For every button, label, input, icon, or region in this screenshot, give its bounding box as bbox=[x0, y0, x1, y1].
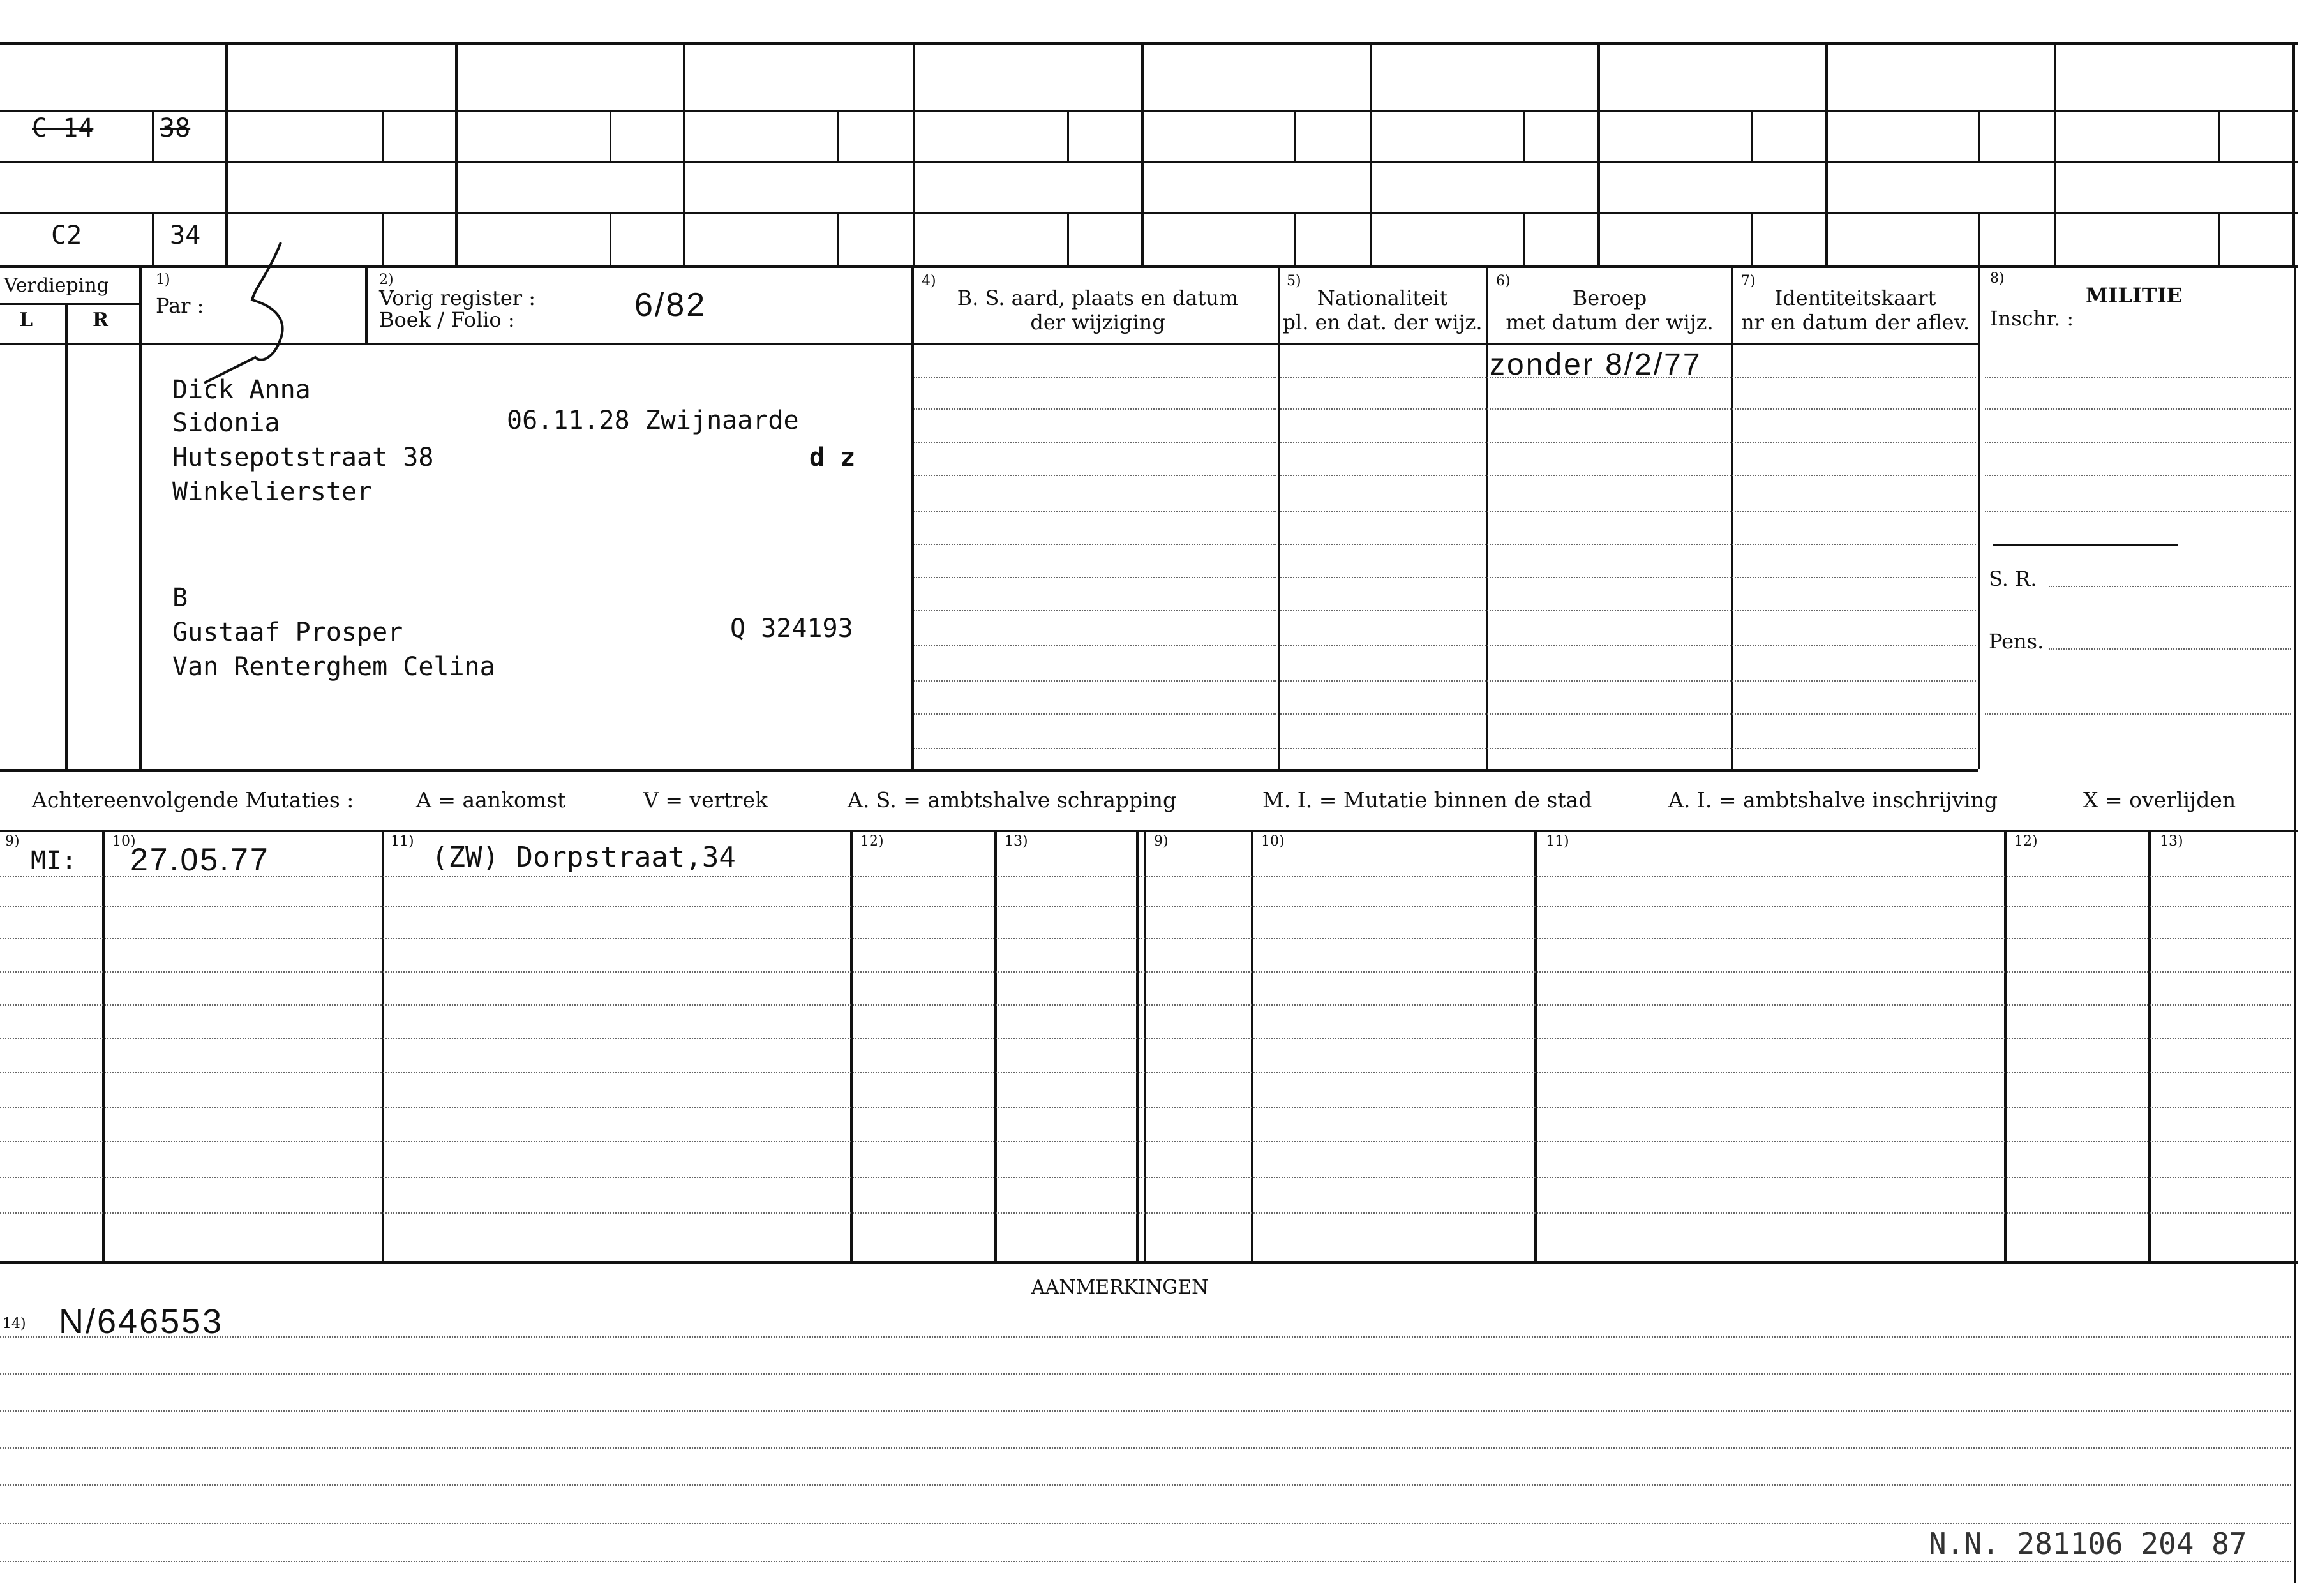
person-birth: 06.11.28 Zwijnaarde bbox=[507, 406, 799, 435]
mut-left-col-11: 11) bbox=[391, 833, 414, 849]
row-rule bbox=[0, 876, 2291, 877]
beroep-number: 6) bbox=[1496, 273, 1511, 289]
bs-number: 4) bbox=[922, 273, 936, 289]
row-rule bbox=[1280, 442, 1976, 443]
top-grid-tick bbox=[1294, 212, 1296, 265]
beroep-header-line2: met datum der wijz. bbox=[1506, 310, 1714, 334]
section-code: C2 bbox=[51, 221, 82, 250]
row-rule bbox=[1280, 544, 1976, 545]
row-rule bbox=[0, 1410, 2291, 1412]
top-grid-line bbox=[0, 110, 2298, 112]
row-rule bbox=[1985, 511, 2291, 512]
row-rule bbox=[914, 645, 1276, 646]
row-rule bbox=[0, 1523, 2291, 1524]
top-grid-bottom bbox=[0, 265, 2298, 268]
mut-col-divider bbox=[850, 830, 853, 1261]
mut-right-col-12: 12) bbox=[2014, 833, 2038, 849]
mut-left-col-9: 9) bbox=[5, 833, 20, 849]
nat-header-line2: pl. en dat. der wijz. bbox=[1282, 310, 1483, 334]
bs-header-line2: der wijziging bbox=[1030, 310, 1165, 334]
top-grid-tick bbox=[1067, 212, 1069, 265]
row-rule bbox=[1985, 475, 2291, 476]
person-occupation: Winkelierster bbox=[172, 477, 373, 507]
sr-label: S. R. bbox=[1989, 567, 2037, 591]
row-rule bbox=[914, 713, 1276, 715]
row-rule bbox=[914, 577, 1276, 578]
inschr-label: Inschr. : bbox=[1990, 306, 2074, 331]
nat-right-border bbox=[1486, 265, 1488, 769]
militie-number: 8) bbox=[1990, 271, 2005, 287]
mut-left-col-13: 13) bbox=[1005, 833, 1028, 849]
legend-mutatie-stad: M. I. = Mutatie binnen de stad bbox=[1262, 787, 1592, 812]
row-rule bbox=[0, 1004, 2291, 1006]
mut-col-divider bbox=[1144, 830, 1146, 1261]
mutations-top-rule bbox=[0, 830, 2298, 832]
boek-folio-label: Boek / Folio : bbox=[379, 308, 515, 332]
row-rule bbox=[0, 1141, 2291, 1142]
top-grid-tick bbox=[1067, 110, 1069, 161]
row-rule bbox=[0, 1484, 2291, 1486]
top-grid-line bbox=[0, 212, 2298, 214]
legend-aankomst: A = aankomst bbox=[416, 787, 566, 812]
mutation-type: MI: bbox=[31, 846, 77, 876]
row-rule bbox=[1985, 408, 2291, 410]
mut-col-divider bbox=[102, 830, 105, 1261]
mutations-bottom-rule bbox=[0, 1261, 2298, 1264]
row-rule bbox=[1985, 377, 2291, 378]
top-grid-tick bbox=[1751, 212, 1753, 265]
row-rule bbox=[1280, 577, 1976, 578]
par-right-border bbox=[365, 265, 368, 343]
section-bottom-rule bbox=[0, 769, 1978, 772]
top-grid-divider bbox=[1370, 42, 1372, 265]
mut-col-divider bbox=[1534, 830, 1537, 1261]
row-rule bbox=[1280, 748, 1976, 749]
main-right-border bbox=[911, 265, 914, 769]
row-rule bbox=[0, 1373, 2291, 1375]
nat-header-line1: Nationaliteit bbox=[1317, 286, 1448, 310]
mut-right-col-11: 11) bbox=[1546, 833, 1569, 849]
row-rule bbox=[0, 971, 2291, 973]
col-l-label: L bbox=[19, 309, 33, 331]
top-grid-divider bbox=[152, 110, 154, 161]
nat-header bbox=[1279, 286, 1486, 334]
row-rule bbox=[914, 377, 1276, 378]
vorig-register-number: 2) bbox=[379, 272, 394, 288]
mut-left-col-10: 10) bbox=[112, 833, 136, 849]
row-rule bbox=[914, 610, 1276, 611]
person-mother: Van Renterghem Celina bbox=[172, 652, 495, 682]
top-grid-divider bbox=[225, 42, 228, 265]
remarks-number: 14) bbox=[3, 1316, 26, 1332]
row-rule bbox=[914, 511, 1276, 512]
bs-header-line1: B. S. aard, plaats en datum bbox=[957, 286, 1239, 310]
id-right-border bbox=[1978, 265, 1980, 769]
beroep-header bbox=[1488, 286, 1731, 334]
col-l-r-divider bbox=[65, 303, 68, 769]
top-grid-tick bbox=[610, 110, 611, 161]
old-section-code: C 14 bbox=[32, 114, 94, 143]
row-rule bbox=[0, 1212, 2291, 1214]
row-rule bbox=[1280, 713, 1976, 715]
mutation-date: 27.05.77 bbox=[130, 842, 270, 877]
top-grid-tick bbox=[1294, 110, 1296, 161]
mut-left-col-12: 12) bbox=[860, 833, 884, 849]
row-rule bbox=[1280, 610, 1976, 611]
mut-col-divider bbox=[2148, 830, 2151, 1261]
row-rule bbox=[0, 938, 2291, 939]
nat-number: 5) bbox=[1287, 273, 1301, 289]
row-rule bbox=[1280, 511, 1976, 512]
person-address: Hutsepotstraat 38 bbox=[172, 443, 434, 472]
row-rule bbox=[0, 1038, 2291, 1039]
top-grid-divider bbox=[1141, 42, 1144, 265]
top-grid-tick bbox=[382, 110, 384, 161]
row-rule bbox=[0, 1107, 2291, 1108]
top-grid-tick bbox=[1978, 110, 1980, 161]
bs-right-border bbox=[1278, 265, 1280, 769]
row-rule bbox=[2049, 648, 2291, 650]
verdieping-rule bbox=[0, 303, 142, 305]
par-label: Par : bbox=[156, 294, 204, 318]
top-grid-tick bbox=[1978, 212, 1980, 265]
row-rule bbox=[1985, 713, 2291, 715]
row-rule bbox=[1280, 475, 1976, 476]
section-number: 34 bbox=[170, 221, 201, 250]
mut-right-col-13: 13) bbox=[2160, 833, 2183, 849]
id-header-line2: nr en datum der aflev. bbox=[1740, 310, 1970, 334]
par-pencil-mark bbox=[191, 236, 319, 389]
legend-vertrek: V = vertrek bbox=[643, 787, 768, 812]
remarks-title: AANMERKINGEN bbox=[1031, 1276, 1209, 1299]
boek-folio-value: 6/82 bbox=[634, 287, 707, 324]
legend-title: Achtereenvolgende Mutaties : bbox=[32, 787, 354, 812]
mutation-address: (ZW) Dorpstraat,34 bbox=[431, 841, 736, 874]
top-grid-tick bbox=[2218, 110, 2220, 161]
row-rule bbox=[914, 680, 1276, 682]
top-grid-tick bbox=[610, 212, 611, 265]
top-grid-tick bbox=[1751, 110, 1753, 161]
top-grid-tick bbox=[1523, 110, 1525, 161]
row-rule bbox=[914, 442, 1276, 443]
legend-ambtshalve-inschrijving: A. I. = ambtshalve inschrijving bbox=[1668, 787, 1998, 812]
person-sex-marks: d z bbox=[809, 443, 856, 472]
mut-col-divider bbox=[1136, 830, 1139, 1261]
remarks-value: N/646553 bbox=[59, 1302, 224, 1341]
person-name-line1: Dick Anna bbox=[172, 375, 311, 405]
top-grid-line bbox=[0, 161, 2298, 163]
top-grid-divider bbox=[455, 42, 458, 265]
right-edge bbox=[2294, 268, 2296, 1583]
nn-number: N.N. 281106 204 87 bbox=[1929, 1526, 2247, 1561]
row-rule bbox=[914, 475, 1276, 476]
legend-ambtshalve-schrapping: A. S. = ambtshalve schrapping bbox=[848, 787, 1177, 812]
top-grid-divider bbox=[2292, 42, 2295, 265]
old-section-number: 38 bbox=[160, 114, 191, 143]
verdieping-label: Verdieping bbox=[4, 274, 109, 297]
row-rule bbox=[0, 1177, 2291, 1178]
legend-overlijden: X = overlijden bbox=[2083, 787, 2236, 812]
top-grid-divider bbox=[152, 212, 154, 265]
person-code-b: B bbox=[172, 583, 188, 613]
row-rule bbox=[0, 1072, 2291, 1073]
id-header bbox=[1733, 286, 1977, 334]
row-rule bbox=[914, 748, 1276, 749]
top-border bbox=[0, 42, 2298, 45]
person-name-line2: Sidonia bbox=[172, 408, 280, 438]
mut-right-col-10: 10) bbox=[1261, 833, 1285, 849]
col-r-label: R bbox=[93, 309, 108, 331]
row-rule bbox=[0, 906, 2291, 907]
top-grid-divider bbox=[913, 42, 915, 265]
person-father-id: Q 324193 bbox=[730, 614, 853, 643]
top-grid-divider bbox=[2054, 42, 2056, 265]
row-rule bbox=[0, 1447, 2291, 1449]
top-grid-divider bbox=[1597, 42, 1600, 265]
row-rule bbox=[1280, 680, 1976, 682]
mut-col-divider bbox=[1251, 830, 1253, 1261]
militie-rule bbox=[1993, 544, 2178, 546]
beroep-right-border bbox=[1731, 265, 1733, 769]
top-grid-tick bbox=[837, 110, 839, 161]
pens-label: Pens. bbox=[1989, 629, 2044, 653]
mut-col-divider bbox=[382, 830, 384, 1261]
row-rule bbox=[1280, 645, 1976, 646]
row-rule bbox=[914, 408, 1276, 410]
person-father: Gustaaf Prosper bbox=[172, 618, 403, 647]
row-rule bbox=[2049, 586, 2291, 587]
top-grid-tick bbox=[837, 212, 839, 265]
verdieping-right-border bbox=[139, 265, 142, 769]
top-grid-divider bbox=[1825, 42, 1828, 265]
row-rule bbox=[1985, 442, 2291, 443]
row-rule bbox=[1280, 408, 1976, 410]
vorig-register-label: Vorig register : bbox=[379, 286, 536, 310]
mut-col-divider bbox=[2004, 830, 2007, 1261]
row-rule bbox=[914, 544, 1276, 545]
id-number: 7) bbox=[1741, 273, 1756, 289]
id-header-line1: Identiteitskaart bbox=[1774, 286, 1936, 310]
beroep-header-line1: Beroep bbox=[1572, 286, 1647, 310]
top-grid-tick bbox=[382, 212, 384, 265]
row-rule bbox=[0, 1336, 2291, 1338]
top-grid-divider bbox=[683, 42, 685, 265]
top-grid-tick bbox=[1523, 212, 1525, 265]
top-grid-tick bbox=[2218, 212, 2220, 265]
mut-right-col-9: 9) bbox=[1154, 833, 1169, 849]
bs-header bbox=[919, 286, 1276, 334]
militie-label: MILITIE bbox=[2086, 283, 2183, 308]
par-number: 1) bbox=[156, 272, 170, 288]
beroep-entry: zonder 8/2/77 bbox=[1490, 348, 1702, 382]
row-rule bbox=[0, 1561, 2291, 1562]
mut-col-divider bbox=[994, 830, 997, 1261]
